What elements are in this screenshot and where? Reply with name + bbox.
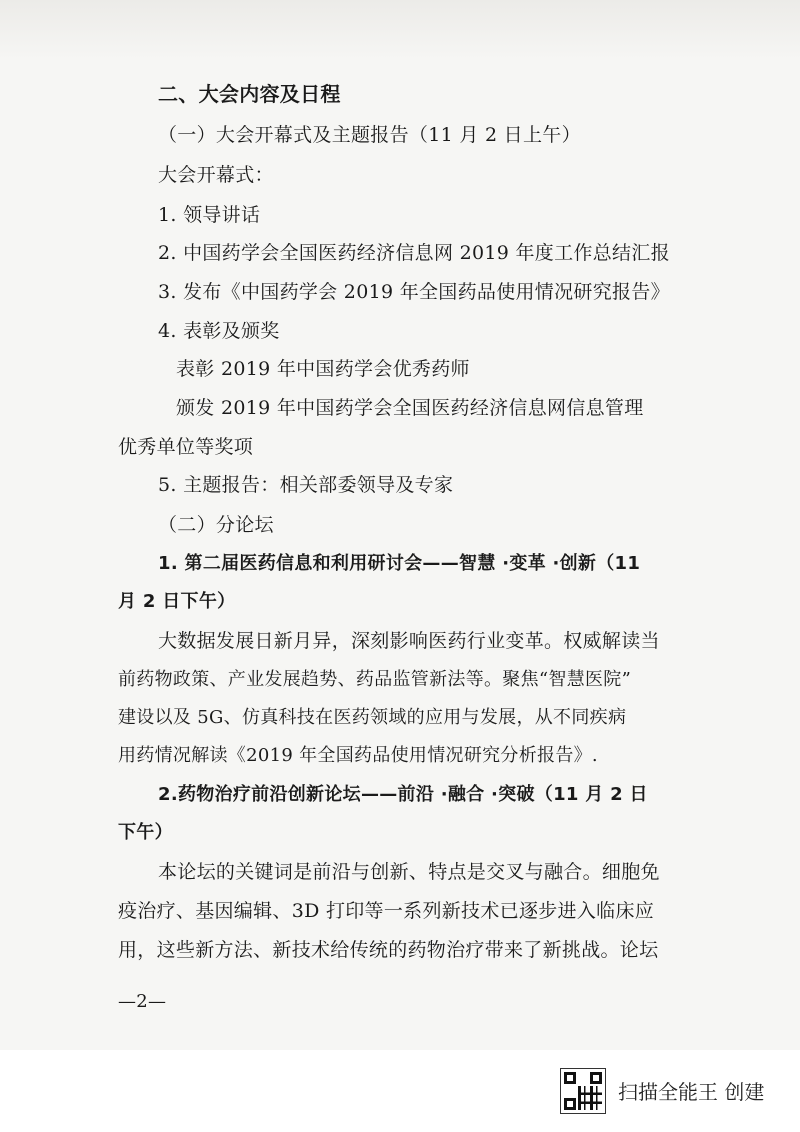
award-line: 表彰 2019 年中国药学会优秀药师: [176, 358, 470, 380]
agenda-item: 1. 领导讲话: [158, 204, 261, 226]
forum-body-line: 本论坛的关键词是前沿与创新、特点是交叉与融合。细胞免: [158, 861, 660, 883]
opening-label: 大会开幕式：: [158, 164, 274, 186]
subsection-title-forums: （二）分论坛: [158, 514, 274, 536]
subsection-title-opening: （一）大会开幕式及主题报告（11 月 2 日上午）: [158, 124, 581, 146]
forum-title: 2.药物治疗前沿创新论坛——前沿 ·融合 ·突破（11 月 2 日: [158, 784, 648, 805]
section-heading: 二、大会内容及日程: [158, 82, 341, 106]
page-number: —2—: [118, 991, 167, 1012]
award-line-continued: 优秀单位等奖项: [118, 436, 254, 458]
agenda-item: 4. 表彰及颁奖: [158, 320, 280, 342]
forum-body-line: 前药物政策、产业发展趋势、药品监管新法等。聚焦“智慧医院”: [118, 669, 632, 690]
forum-title-continued: 下午）: [118, 822, 173, 843]
scanner-watermark: 扫描全能王 创建: [618, 1080, 765, 1104]
forum-title-continued: 月 2 日下午）: [118, 591, 236, 612]
forum-body-line: 用，这些新方法、新技术给传统的药物治疗带来了新挑战。论坛: [118, 939, 659, 961]
qr-code-icon: [560, 1068, 606, 1114]
forum-body-line: 疫治疗、基因编辑、3D 打印等一系列新技术已逐步进入临床应: [118, 900, 655, 922]
forum-title: 1. 第二届医药信息和利用研讨会——智慧 ·变革 ·创新（11: [158, 553, 641, 574]
award-line: 颁发 2019 年中国药学会全国医药经济信息网信息管理: [176, 397, 644, 419]
agenda-item: 2. 中国药学会全国医药经济信息网 2019 年度工作总结汇报: [158, 242, 670, 264]
forum-body-line: 建设以及 5G、仿真科技在医药领域的应用与发展，从不同疾病: [118, 707, 627, 728]
agenda-item: 5. 主题报告：相关部委领导及专家: [158, 474, 454, 496]
forum-body-line: 大数据发展日新月异，深刻影响医药行业变革。权威解读当: [158, 630, 660, 652]
agenda-item: 3. 发布《中国药学会 2019 年全国药品使用情况研究报告》: [158, 281, 670, 303]
forum-body-line: 用药情况解读《2019 年全国药品使用情况研究分析报告》.: [118, 745, 598, 766]
